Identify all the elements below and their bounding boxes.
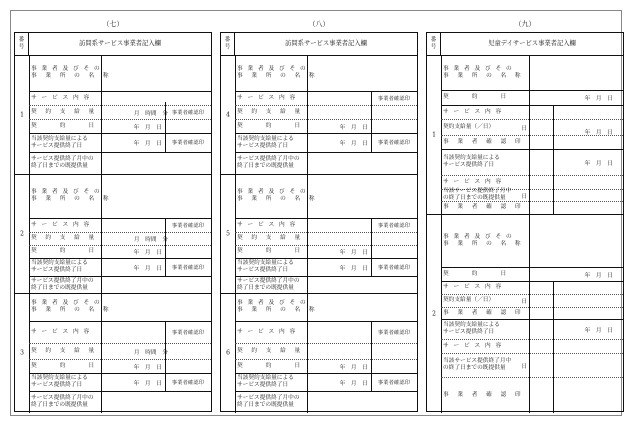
- provider-name-row: 事 業 者 及 び そ の 事 業 所 の 名 称: [29, 174, 211, 219]
- contract-date-row: 契 約 日 年 月 日: [235, 245, 417, 259]
- contract-amount-row: 契 約 支 給 量 月 時間 分: [29, 105, 211, 120]
- child-entry-block-2: [427, 214, 623, 413]
- entry-block-2: [15, 174, 211, 294]
- seal-label: 事業者確認印: [171, 140, 205, 146]
- sheet-header: [221, 33, 417, 56]
- supply-end-row: サービス提供終了月中の 終了日までの既提供量: [235, 276, 417, 293]
- supply-end-row: サービス提供終了月中の 終了日までの既提供量: [235, 391, 417, 413]
- entry-block-1: [15, 55, 211, 175]
- contract-date-row: 契 約 日 年 月 日: [441, 267, 623, 282]
- seal-label: 事業者確認印: [377, 140, 411, 146]
- service-row: サ ー ビ ス 内 容: [29, 218, 211, 233]
- supply-end-row: サービス提供終了月中の 終了日までの既提供量: [29, 152, 211, 174]
- seal-label: 事業者確認印: [171, 222, 205, 229]
- seal-label: 事業者確認印: [171, 264, 205, 271]
- service-row: サ ー ビ ス 内 容: [235, 321, 417, 344]
- contract-end-row: 当該契約支給量による サービス提供終了日 年 月 日: [235, 373, 417, 392]
- contract-end-row: 当該契約支給量による サービス提供終了日 年 月 日: [29, 133, 211, 153]
- sheet: [220, 32, 418, 412]
- service-row: サ ー ビ ス 内 容: [441, 105, 623, 120]
- seal-label: 事業者確認印: [377, 379, 411, 386]
- sheet-title: 訪問系サービス事業者記入欄: [285, 40, 367, 47]
- page-number: （八）: [308, 20, 330, 28]
- block-number: 1: [20, 111, 24, 118]
- provider-confirm-row: 事 業 者 確 認 印: [441, 201, 623, 214]
- contract-amount-row: 契 約 支 給 量: [235, 232, 417, 246]
- block-number-heading: 番 号: [427, 33, 441, 55]
- block-number: 2: [20, 230, 24, 237]
- contract-date-row: 契 約 日 年 月 日: [235, 359, 417, 374]
- block-number-heading: 番 号: [15, 33, 29, 55]
- entry-block-3: [15, 293, 211, 413]
- provider-confirm-row: 事 業 者 確 認 印: [441, 135, 623, 150]
- contract-amount-row: 契 約 支 給 量 月 時間 分: [29, 343, 211, 360]
- contract-date-row: 契 約 日 年 月 日: [29, 245, 211, 259]
- contract-amount-row: 契 約 支 給 量 月 時間 分: [29, 232, 211, 246]
- service-row: サ ー ビ ス 内 容: [441, 281, 623, 295]
- sheet-title: 児童デイサービス事業者記入欄: [488, 40, 576, 47]
- contract-end-row: 当該契約支給量による サービス提供終了日 年 月 日: [235, 133, 417, 153]
- provider-name-row: 事 業 者 及 び そ の 事 業 所 の 名 称: [441, 55, 623, 91]
- supply-end-row: 当該契約支給量による サービス提供終了日 年 月 日: [441, 319, 623, 340]
- block-number: 3: [20, 349, 24, 357]
- child-supply-end-row: 当該サービス提供終了月中 の終了日までの既提供量 日: [441, 353, 623, 378]
- contract-date-row: 契 約 日 年 月 日: [441, 90, 623, 106]
- contract-end-row: 当該契約支給量による サービス提供終了日 年 月 日: [235, 258, 417, 277]
- provider-name-row: 事 業 者 及 び そ の 事 業 所 の 名 称: [235, 174, 417, 219]
- supply-end-row: サービス提供終了月中の 終了日までの既提供量: [235, 152, 417, 174]
- service-row: サ ー ビ ス 内 容: [235, 91, 417, 106]
- block-number: 2: [432, 310, 436, 317]
- contract-date-row: 契 約 日 年 月 日: [29, 119, 211, 134]
- provider-name-row: 事 業 者 及 び そ の 事 業 所 の 名 称: [29, 293, 211, 322]
- seal-label: 事業者確認印: [377, 95, 411, 102]
- sheet: [426, 32, 624, 412]
- sheet-header: [15, 33, 211, 56]
- child-supply-end-row: 当該サービス提供終了月中 の終了日までの既提供量 日: [441, 189, 623, 202]
- entry-block-6: [221, 293, 417, 413]
- child-entry-block-1: [427, 55, 623, 215]
- service-row: サ ー ビ ス 内 容: [441, 175, 623, 190]
- seal-label: 事業者確認印: [171, 379, 205, 386]
- provider-name-row: 事 業 者 及 び そ の 事 業 所 の 名 称: [235, 293, 417, 322]
- provider-confirm-row: 事 業 者 確 認 印: [441, 307, 623, 320]
- service-row: サ ー ビ ス 内 容: [29, 321, 211, 344]
- contract-amount-row: 契 約 支 給 量: [235, 105, 417, 120]
- contract-amount-row: 契約支給量（／日） 日: [441, 294, 623, 308]
- block-number: 4: [226, 111, 230, 118]
- supply-end-row: サービス提供終了月中の 終了日までの既提供量: [29, 391, 211, 413]
- block-number-heading: 番 号: [221, 33, 235, 55]
- page-number: （七）: [102, 20, 124, 28]
- service-row: サ ー ビ ス 内 容: [235, 218, 417, 233]
- contract-amount-row: 契 約 支 給 量: [235, 343, 417, 360]
- sheet-title: 訪問系サービス事業者記入欄: [79, 40, 161, 47]
- page-number: （九）: [514, 20, 536, 28]
- contract-end-row: 当該契約支給量による サービス提供終了日 年 月 日: [29, 258, 211, 277]
- entry-block-5: [221, 174, 417, 294]
- supply-end-row: サービス提供終了月中の 終了日までの既提供量: [29, 276, 211, 293]
- provider-name-row: 事 業 者 及 び そ の 事 業 所 の 名 称: [441, 214, 623, 268]
- block-number: 6: [226, 349, 230, 357]
- seal-label: 事業者確認印: [377, 329, 411, 336]
- seal-label: 事業者確認印: [377, 264, 411, 271]
- supply-end-row: 当該契約支給量による サービス提供終了日 年 月 日: [441, 149, 623, 176]
- block-number: 1: [432, 131, 436, 138]
- contract-amount-row: 契約支給量（／日） 日 年 月 日: [441, 119, 623, 136]
- block-number: 5: [226, 230, 230, 237]
- provider-name-row: 事 業 者 及 び そ の 事 業 所 の 名 称: [29, 55, 211, 92]
- provider-name-row: 事 業 者 及 び そ の 事 業 所 の 名 称: [235, 55, 417, 92]
- seal-label: 事業者確認印: [171, 109, 205, 116]
- seal-label: 事業者確認印: [171, 329, 205, 336]
- contract-date-row: 契 約 日 年 月 日: [29, 359, 211, 374]
- sheet: [14, 32, 212, 412]
- service-row: サ ー ビ ス 内 容: [441, 339, 623, 354]
- entry-block-4: [221, 55, 417, 175]
- sheet-header: [427, 33, 623, 56]
- seal-label: 事業者確認印: [377, 222, 411, 229]
- contract-date-row: 契 約 日 年 月 日: [235, 119, 417, 134]
- contract-end-row: 当該契約支給量による サービス提供終了日 年 月 日: [29, 373, 211, 392]
- service-row: サ ー ビ ス 内 容: [29, 91, 211, 106]
- provider-confirm-row: 事 業 者 確 認 印: [441, 377, 623, 413]
